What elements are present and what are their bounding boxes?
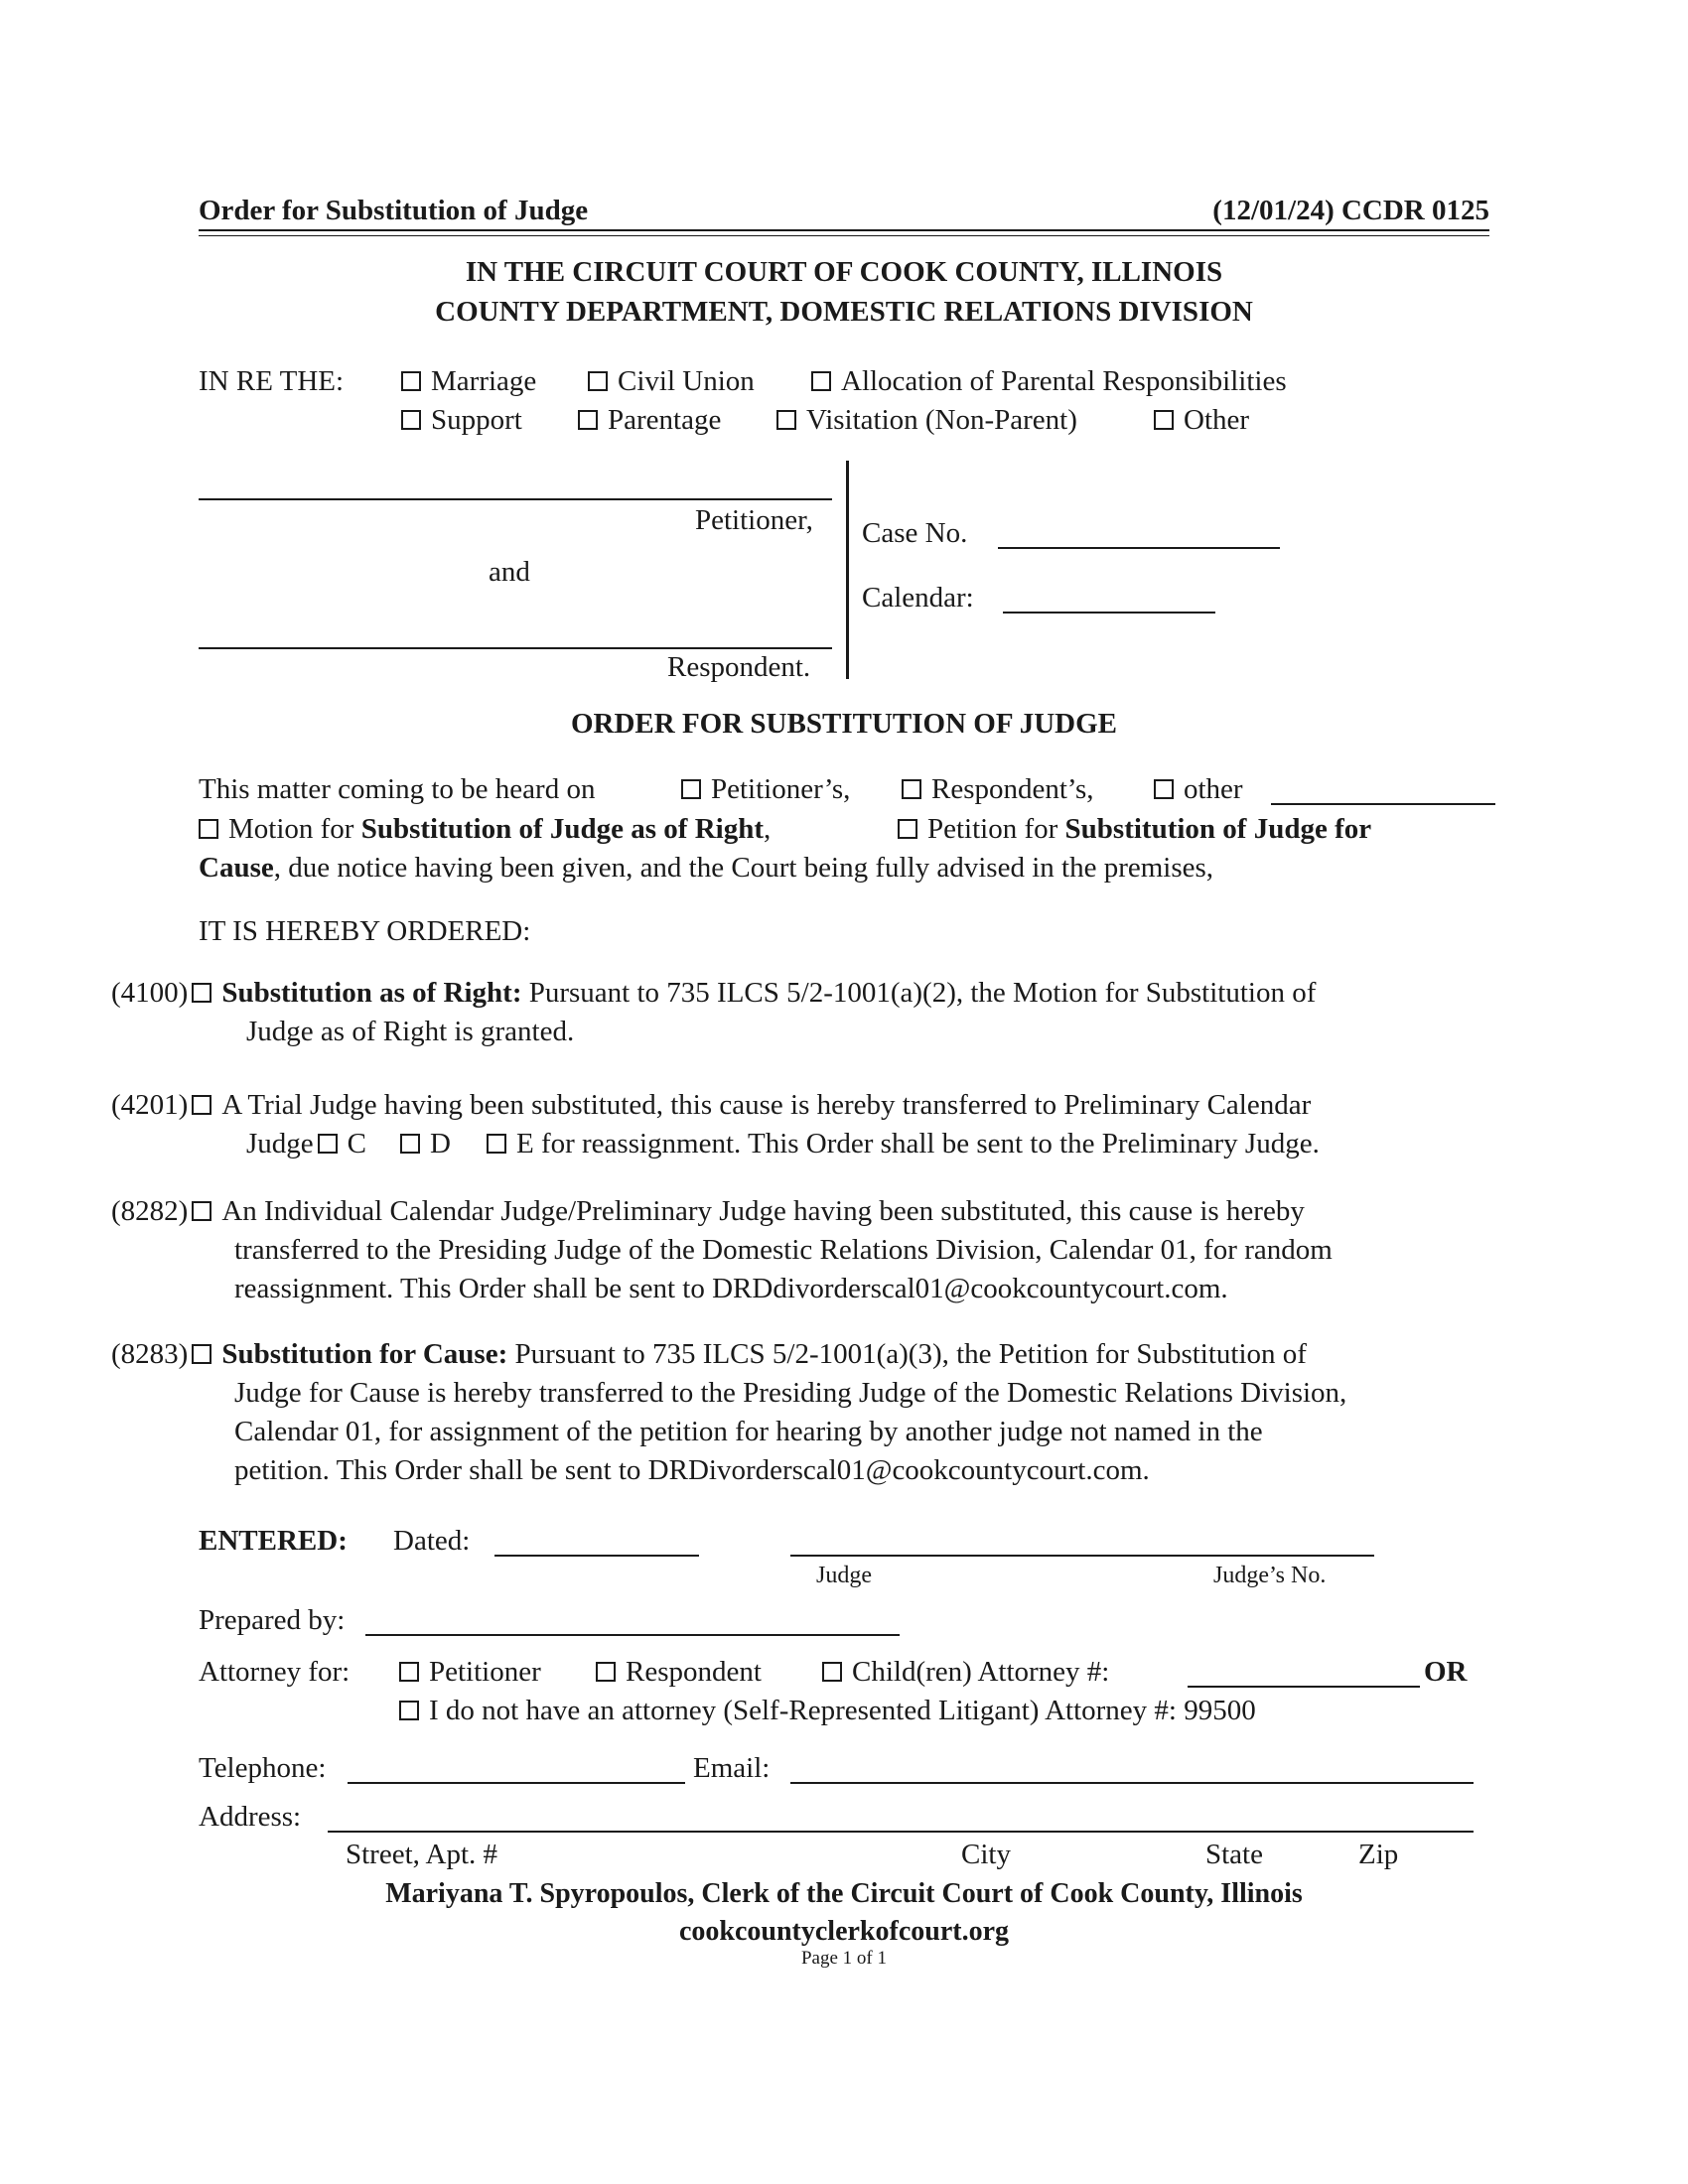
item-8283-line2: Judge for Cause is hereby transferred to the Presiding Judge of the Domestic Relations Division, (234, 1377, 1347, 1409)
ordered-label: IT IS HEREBY ORDERED: (199, 915, 531, 947)
in-re-support[interactable]: Support (401, 402, 522, 438)
self-represented-checkbox[interactable] (399, 1701, 419, 1720)
attorney-number-input[interactable] (1188, 1656, 1420, 1688)
item-4201: (4201) A Trial Judge having been substituted, this cause is hereby transferred to Preliminary Calendar (111, 1089, 1312, 1121)
parentage-checkbox[interactable] (578, 410, 598, 430)
form-code: (12/01/24) CCDR 0125 (1212, 195, 1489, 226)
attorney-respondent-checkbox[interactable] (596, 1662, 616, 1682)
support-checkbox[interactable] (401, 410, 421, 430)
petitioner-label: Petitioner, (695, 504, 813, 536)
street-label: Street, Apt. # (346, 1839, 498, 1870)
calendar-e-checkbox[interactable] (487, 1134, 506, 1154)
item-4100-checkbox[interactable] (192, 983, 211, 1003)
calendar-c-checkbox[interactable] (318, 1134, 338, 1154)
intro-other-checkbox[interactable] (1154, 779, 1174, 799)
email-label: Email: (693, 1752, 771, 1784)
in-re-marriage[interactable]: Marriage (401, 363, 536, 399)
item-8282-checkbox[interactable] (192, 1201, 211, 1221)
intro-other[interactable]: other (1154, 771, 1243, 807)
intro-petitioner-checkbox[interactable] (681, 779, 701, 799)
form-title: Order for Substitution of Judge (199, 195, 589, 226)
child-attorney-checkbox[interactable] (822, 1662, 842, 1682)
item-8283: (8283) Substitution for Cause: Pursuant to 735 ILCS 5/2-1001(a)(3), the Petition for Substitution of (111, 1338, 1307, 1370)
page-number: Page 1 of 1 (800, 1948, 887, 1969)
order-title: ORDER FOR SUBSTITUTION OF JUDGE (570, 708, 1117, 740)
dated-label: Dated: (393, 1525, 471, 1557)
marriage-checkbox[interactable] (401, 371, 421, 391)
petitioner-name-input[interactable] (199, 469, 832, 500)
intro-respondent[interactable]: Respondent’s, (902, 771, 1094, 807)
item-8282-line2: transferred to the Presiding Judge of the Domestic Relations Division, Calendar 01, for random (234, 1234, 1333, 1266)
calendar-input[interactable] (1003, 582, 1215, 614)
item-8282: (8282) An Individual Calendar Judge/Preliminary Judge having been substituted, this cause is hereby (111, 1195, 1305, 1227)
item-8283-checkbox[interactable] (192, 1344, 211, 1364)
clerk-line: Mariyana T. Spyropoulos, Clerk of the Circuit Court of Cook County, Illinois (385, 1878, 1303, 1909)
zip-label: Zip (1358, 1839, 1399, 1870)
item-8282-line3: reassignment. This Order shall be sent to DRDdivorderscal01@cookcountycourt.com. (234, 1273, 1228, 1304)
in-re-other[interactable]: Other (1154, 402, 1249, 438)
visitation-checkbox[interactable] (776, 410, 796, 430)
calendar-d-checkbox[interactable] (400, 1134, 420, 1154)
intro-respondent-checkbox[interactable] (902, 779, 921, 799)
case-no-label: Case No. (862, 517, 968, 549)
allocation-checkbox[interactable] (811, 371, 831, 391)
item-8283-line4: petition. This Order shall be sent to DRDivorderscal01@cookcountycourt.com. (234, 1454, 1150, 1486)
address-input[interactable] (328, 1801, 1474, 1833)
attorney-petitioner-checkbox[interactable] (399, 1662, 419, 1682)
item-4201-line2: Judge C D E for reassignment. This Order shall be sent to the Preliminary Judge. (246, 1128, 1320, 1160)
respondent-name-input[interactable] (199, 617, 832, 649)
respondent-label: Respondent. (667, 651, 811, 683)
judge-signature-input[interactable] (790, 1525, 1374, 1557)
judge-no-label: Judge’s No. (1213, 1563, 1327, 1588)
intro-petitioner[interactable]: Petitioner’s, (681, 771, 850, 807)
calendar-label: Calendar: (862, 582, 974, 614)
in-re-visitation[interactable]: Visitation (Non-Parent) (776, 402, 1077, 438)
item-4201-checkbox[interactable] (192, 1095, 211, 1115)
caption-divider (846, 461, 849, 679)
item-4100-line2: Judge as of Right is granted. (246, 1016, 575, 1047)
court-heading-line1: IN THE CIRCUIT COURT OF COOK COUNTY, ILLINOIS (465, 256, 1223, 288)
address-label: Address: (199, 1801, 302, 1833)
clerk-website: cookcountyclerkofcourt.org (678, 1916, 1010, 1947)
telephone-label: Telephone: (199, 1752, 327, 1784)
entered-label: ENTERED: (199, 1525, 348, 1557)
motion-right-checkbox[interactable] (199, 819, 218, 839)
header-rule-bottom (199, 235, 1489, 236)
item-4100: (4100) Substitution as of Right: Pursuant to 735 ILCS 5/2-1001(a)(2), the Motion for Substitution of (111, 977, 1317, 1009)
intro-other-input[interactable] (1271, 773, 1495, 805)
case-no-input[interactable] (998, 517, 1280, 549)
petition-cause-checkbox[interactable] (898, 819, 917, 839)
intro-petition[interactable]: Petition for Substitution of Judge for (898, 811, 1371, 847)
in-re-label: IN RE THE: (199, 365, 345, 397)
header-rule-top (199, 229, 1489, 231)
civil-union-checkbox[interactable] (588, 371, 608, 391)
attorney-respondent[interactable]: Respondent (596, 1654, 762, 1690)
intro-cause-line: Cause, due notice having been given, and the Court being fully advised in the premises, (199, 852, 1214, 884)
prepared-by-label: Prepared by: (199, 1604, 346, 1636)
dated-input[interactable] (494, 1525, 699, 1557)
item-8283-line3: Calendar 01, for assignment of the petition for hearing by another judge not named in the (234, 1416, 1263, 1447)
self-represented[interactable]: I do not have an attorney (Self-Represented Litigant) Attorney #: 99500 (399, 1693, 1256, 1728)
and-label: and (489, 556, 530, 588)
judge-label: Judge (816, 1563, 872, 1588)
telephone-input[interactable] (348, 1752, 685, 1784)
attorney-petitioner[interactable]: Petitioner (399, 1654, 541, 1690)
city-label: City (961, 1839, 1011, 1870)
other-checkbox[interactable] (1154, 410, 1174, 430)
in-re-parentage[interactable]: Parentage (578, 402, 721, 438)
state-label: State (1205, 1839, 1263, 1870)
attorney-for-label: Attorney for: (199, 1656, 351, 1688)
attorney-child[interactable]: Child(ren) Attorney #: (822, 1654, 1109, 1690)
in-re-civil-union[interactable]: Civil Union (588, 363, 755, 399)
or-label: OR (1424, 1656, 1468, 1688)
intro-motion[interactable]: Motion for Substitution of Judge as of Right, (199, 811, 771, 847)
email-input[interactable] (790, 1752, 1474, 1784)
prepared-by-input[interactable] (365, 1604, 900, 1636)
court-heading-line2: COUNTY DEPARTMENT, DOMESTIC RELATIONS DIVISION (435, 296, 1253, 328)
in-re-allocation[interactable]: Allocation of Parental Responsibilities (811, 363, 1287, 399)
intro-lead: This matter coming to be heard on (199, 773, 596, 805)
